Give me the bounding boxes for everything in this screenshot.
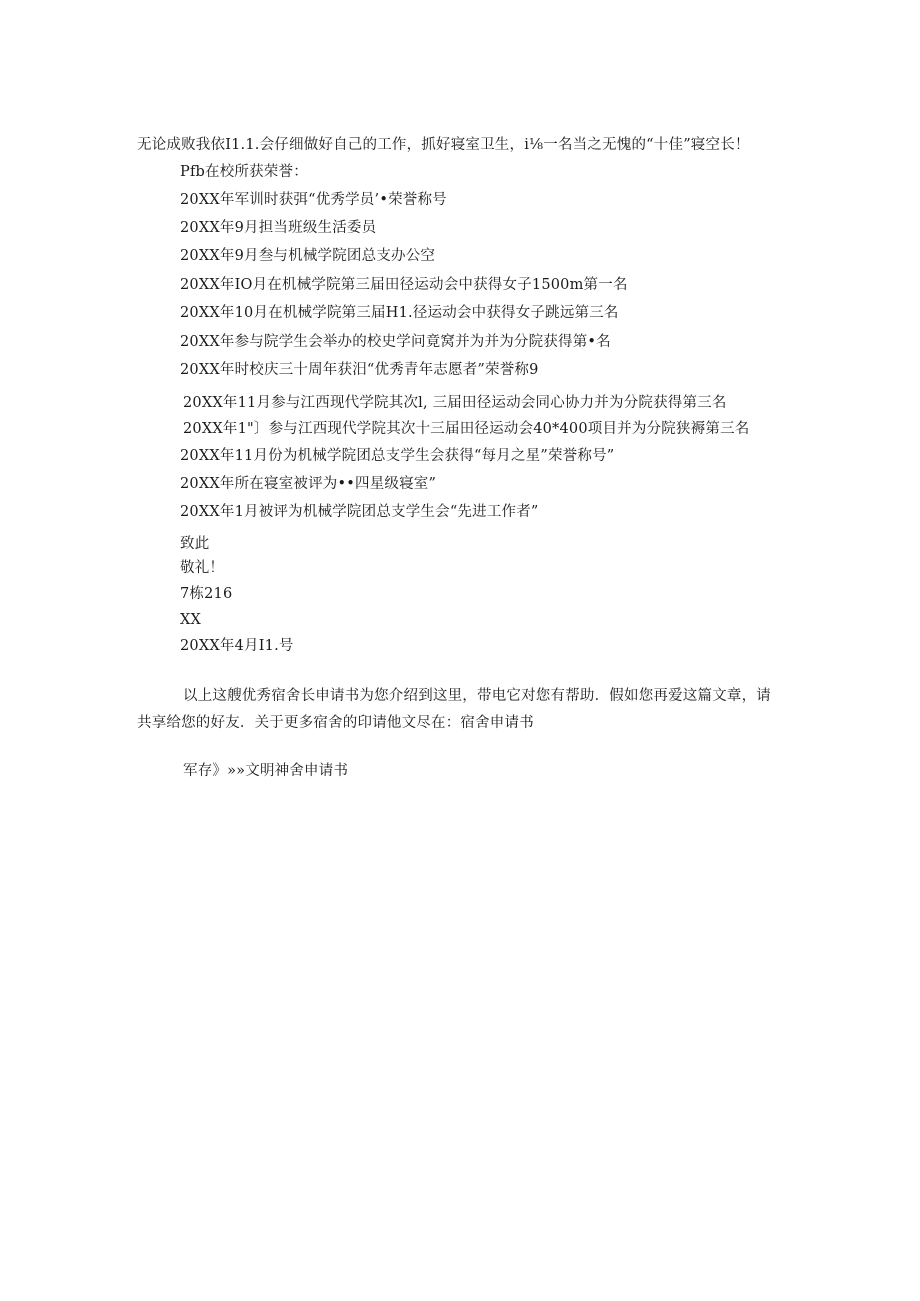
room-number: 7栋216 — [180, 586, 233, 602]
closing-line: 致此 — [180, 536, 210, 552]
honor-item: 20XX年军训时获弭“优秀学员’•荣誉称号 — [180, 192, 447, 208]
honor-item: 20XX年9月担当班级生活委员 — [180, 220, 377, 236]
honor-item: 20XX年所在寝室被评为••四星级寝室” — [180, 476, 437, 492]
honor-item: 20XX年时校庆三十周年获汨“优秀青年志愿者”荣誉称9 — [180, 362, 539, 378]
honor-item: 20XX年10月在机械学院第三届H1.径运动会中获得女子跳远第三名 — [180, 305, 619, 321]
signature: XX — [180, 612, 202, 628]
honor-item: 20XX年1"〕参与江西现代学院其次十三届田径运动会40*400项目并为分院狭褥第三名 — [183, 421, 750, 437]
closing-salute: 敬礼！ — [180, 560, 225, 576]
honor-item: 20XX年IO月在机械学院第三届田径运动会中获得女子1500m第一名 — [180, 277, 628, 293]
honor-item: 20XX年11月参与江西现代学院其次l, 三届田径运动会同心协力并为分院获得第三名 — [183, 395, 727, 411]
honor-item: 20XX年1月被评为机械学院团总支学生会“先进工作者” — [180, 504, 539, 520]
intro-line: 无论成败我依I1.1.会仔细做好自己的工作，抓好寝室卫生，i⅛一名当之无愧的“十佳”寝空长！ — [137, 137, 750, 153]
footer-paragraph-line: 以上这艘优秀宿舍长申请书为您介绍到这里，带电它对您有帮助．假如您再爱这篇文章，请 — [183, 688, 771, 704]
letter-date: 20XX年4月I1.号 — [180, 638, 294, 654]
honors-heading: Pfb在校所获荣誉： — [180, 164, 308, 180]
honor-item: 20XX年9月叁与机械学院团总支办公空 — [180, 248, 436, 264]
honor-item: 20XX年11月份为机械学院团总支学生会获得“每月之星”荣誉称号” — [180, 448, 615, 464]
honor-item: 20XX年参与院学生会举办的校史学问竟窝并为并为分院获得第•名 — [180, 334, 611, 350]
footer-related-link: 军存》»»文明神舍申请书 — [183, 763, 349, 779]
footer-paragraph-line: 共享给您的好友．关于更多宿舍的印请他文尽在：宿舍申请书 — [137, 715, 534, 731]
